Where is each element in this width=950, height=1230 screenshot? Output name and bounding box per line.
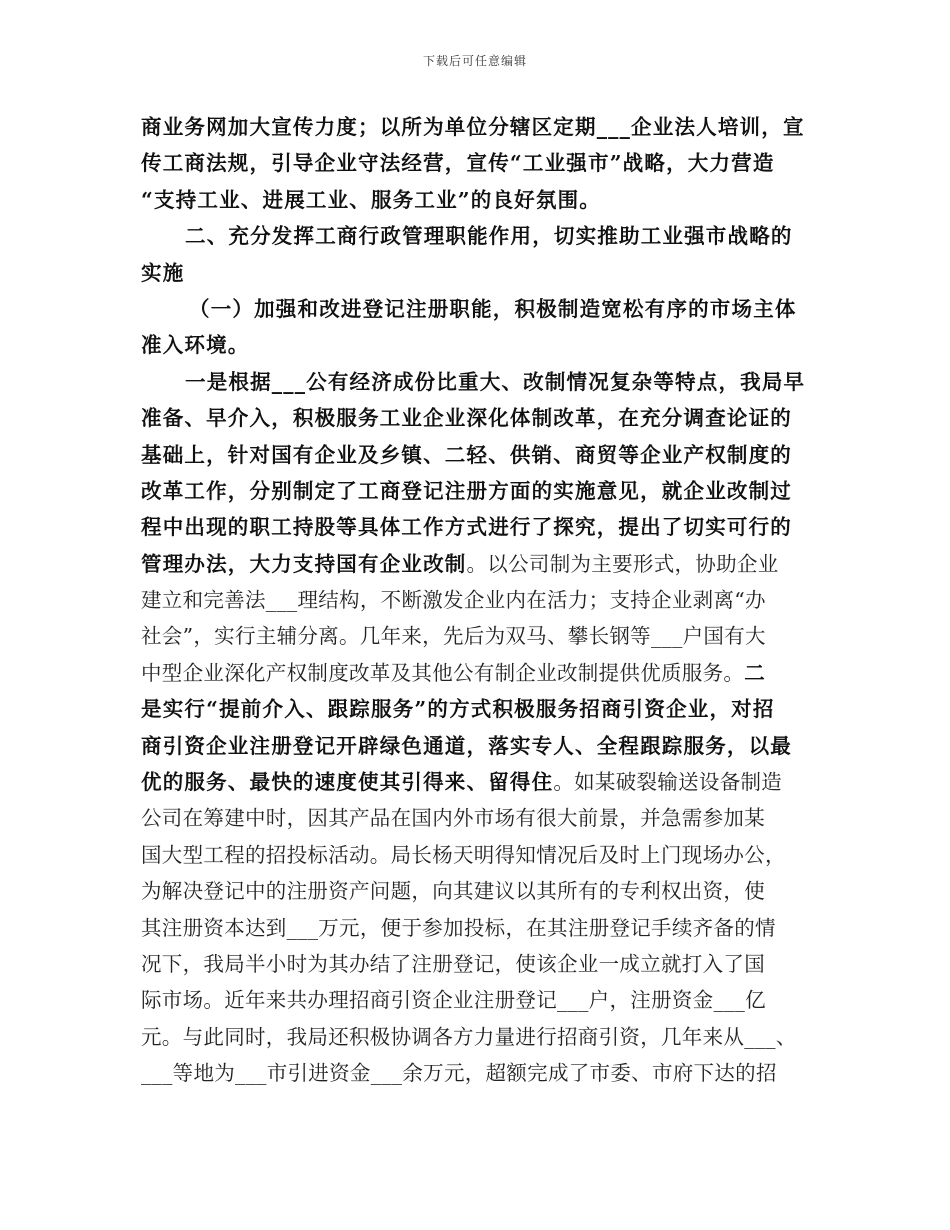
text-line: ___等地为___市引进资金___余万元，超额完成了市委、市府下达的招 — [141, 1061, 777, 1086]
text-line: 程中出现的职工持股等具体工作方式进行了探究，提出了切实可行的 — [141, 515, 792, 540]
text-line: 准备、早介入，积极服务工业企业深化体制改革，在充分调查论证的 — [141, 406, 792, 431]
section-heading: 二、充分发挥工商行政管理职能作用，切实推助工业强市战略的 — [185, 224, 793, 249]
text-line — [141, 655, 816, 691]
text-line: 元。与此同时，我局还积极协调各方力量进行招商引资，几年来从___、 — [141, 1024, 797, 1049]
text-line: 商引资企业注册登记开辟绿色通道，落实专人、全程跟踪服务，以最 — [141, 733, 792, 758]
text-line: 一是根据___公有经济成份比重大、改制情况复杂等特点，我局早 — [185, 369, 806, 394]
regular-segment: 中型企业深化产权制度改革及其他公有制企业改制提供优质服务。 — [141, 660, 745, 685]
regular-segment: 。以公司制为主要形式，协助企业 — [466, 551, 779, 576]
text-line: 公司在筹建中时，因其产品在国内外市场有很大前景，并急需参加某 — [141, 806, 765, 831]
text-line: 基础上，针对国有企业及乡镇、二轻、供销、商贸等企业产权制度的 — [141, 442, 792, 467]
subsection-heading-cont: 准入环境。 — [141, 333, 250, 358]
text-line: 社会”，实行主辅分离。几年来，先后为双马、攀长钢等___户国有大 — [141, 624, 766, 649]
text-line: 其注册资本达到___万元，便于参加投标，在其注册登记手续齐备的情 — [141, 915, 776, 940]
text-line: 传工商法规，引导企业守法经营，宣传“工业强市”战略，大力营造 — [141, 151, 775, 176]
text-line: 际市场。近年来共办理招商引资企业注册登记___户，注册资金___亿 — [141, 988, 766, 1013]
text-line: 改革工作，分别制定了工商登记注册方面的实施意见，就企业改制过 — [141, 478, 792, 503]
document-body — [141, 109, 816, 1092]
text-line: 是实行“提前介入、跟踪服务”的方式积极服务招商引资企业，对招 — [141, 697, 775, 722]
page-header: 下载后可任意编辑 — [422, 54, 527, 68]
bold-segment: 优的服务、最快的速度使其引得来、留得住 — [141, 770, 554, 795]
section-heading-cont: 实施 — [141, 260, 185, 285]
bold-segment: 二 — [744, 660, 766, 685]
text-line: 况下，我局半小时为其办结了注册登记，使该企业一成立就打入了国 — [141, 951, 765, 976]
bold-segment: 管理办法，大力支持国有企业改制 — [141, 551, 467, 576]
text-line: 建立和完善法___理结构，不断激发企业内在活力；支持企业剥离“办 — [141, 588, 766, 613]
text-line: 国大型工程的招投标活动。局长杨天明得知情况后及时上门现场办公， — [141, 842, 786, 867]
text-line: 商业务网加大宣传力度；以所为单位分辖区定期___企业法人培训，宣 — [141, 115, 805, 139]
text-line: 为解决登记中的注册资产问题，向其建议以其所有的专利权出资，使 — [141, 879, 765, 904]
subsection-heading: （一）加强和改进登记注册职能，积极制造宽松有序的市场主体 — [189, 296, 797, 321]
text-line — [141, 764, 816, 800]
text-line — [141, 546, 816, 582]
text-line: “支持工业、进展工业、服务工业”的良好氛围。 — [141, 187, 601, 212]
regular-segment: 。如某破裂输送设备制造 — [553, 770, 783, 795]
